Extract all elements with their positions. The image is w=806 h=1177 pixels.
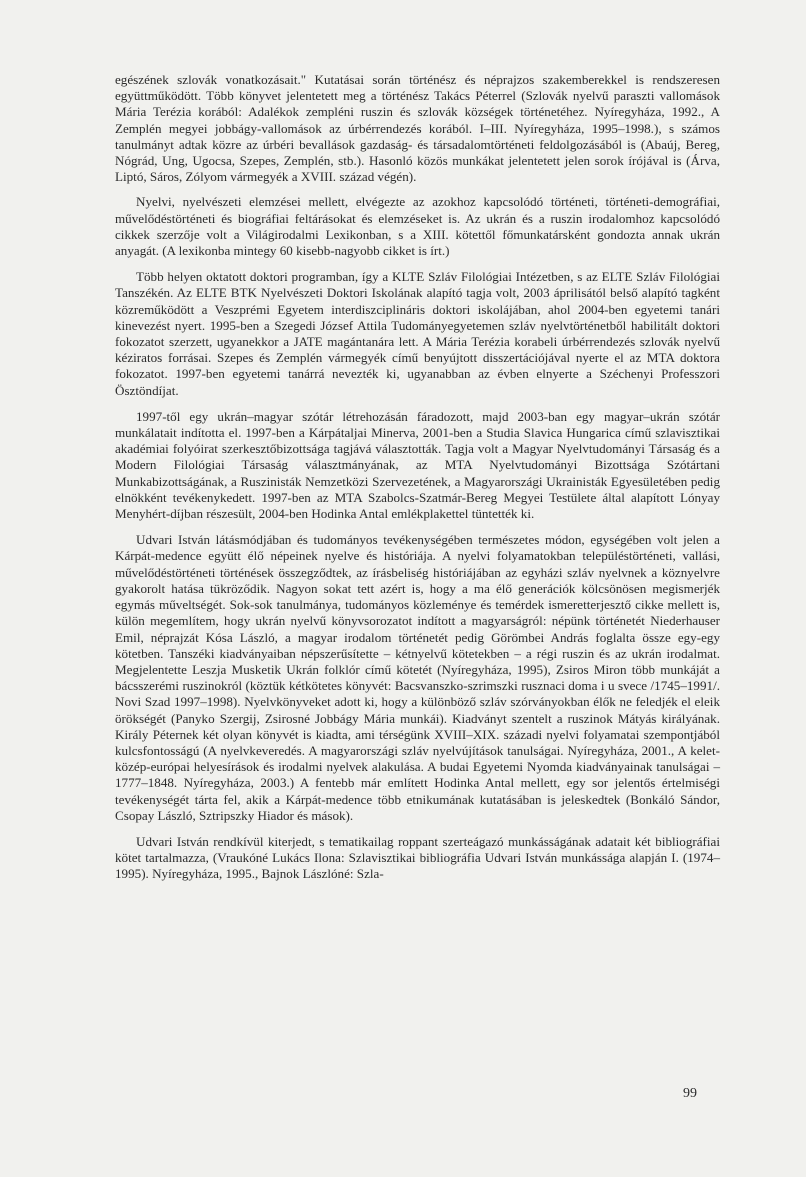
paragraph-1: egészének szlovák vonatkozásait." Kutatásai során történész és néprajzos szakemberekkel is rendszeresen együttműködött. Több könyvet jelentetett meg a történész Takács Péterrel (Szlovák nyelvű paraszti vallomások Mária Terézia korából: Adalékok zempléni ruszin és szlovák községek történetéhez. Nyíregyháza, 1992., A Zemplén megyei jobbágy-vallomások az úrbérrendezés korából. I–III. Nyíregyháza, 1995–1998.), s számos tanulmányt adtak közre az úrbéri bevallások gazdaság- és társadalomtörténeti feldolgozásából is (Abaúj, Bereg, Nógrád, Ung, Ugocsa, Szepes, Zemplén, stb.). Hasonló közös munkákat jelentetett jelen sorok írójával is (Árva, Liptó, Sáros, Zólyom vármegyék a XVIII. század végén).	[115, 72, 720, 185]
paragraph-6: Udvari István rendkívül kiterjedt, s tematikailag roppant szerteágazó munkásságának adatait két bibliográfiai kötet tartalmazza, (Vraukóné Lukács Ilona: Szlavisztikai bibliográfia Udvari István munkássága alapján I. (1974–1995). Nyíregyháza, 1995., Bajnok Lászlóné: Szla-	[115, 833, 720, 882]
body-text	[115, 72, 720, 883]
paragraph-4: 1997-től egy ukrán–magyar szótár létrehozásán fáradozott, majd 2003-ban egy magyar–ukrán szótár munkálatait indította el. 1997-ben a Kárpátaljai Minerva, 2001-ben a Studia Slavica Hungarica című szlavisztikai akadémiai folyóirat szerkesztőbizottsága tagjává választották. Tagja volt a Magyar Nyelvtudományi Társaság és a Modern Filológiai Társaság választmányának, az MTA Nyelvtudományi Bizottsága Szótártani Munkabizottságának, a Ruszinisták Nemzetközi Szervezetének, a Magyarországi Ukrainisták Egyesületében pedig elnökként tevékenykedett. 1997-ben az MTA Szabolcs-Szatmár-Bereg Megyei Testülete által alapított Lónyay Menyhért-díjban részesült, 2004-ben Hodinka Antal emlékplakettel tüntették ki.	[115, 408, 720, 522]
paragraph-3: Több helyen oktatott doktori programban, így a KLTE Szláv Filológiai Intézetben, s az ELTE Szláv Filológiai Tanszékén. Az ELTE BTK Nyelvészeti Doktori Iskolának alapító tagja volt, 2003 áprilisától belső alapító tagként közreműködött a Veszprémi Egyetem interdiszciplináris doktori iskolájában, ahol 2004-ben egyetemi tanári kinevezést nyert. 1995-ben a Szegedi József Attila Tudományegyetemen szláv nyelvtörténetből habilitált doktori fokozatot szerzett, ugyanekkor a JATE magántanára lett. A Mária Terézia korabeli úrbérrendezés szlovák nyelvű kéziratos forrásai. Szepes és Zemplén vármegyék című benyújtott disszertációjával nyerte el az MTA doktora fokozatot. 1997-ben egyetemi tanárrá nevezték ki, ugyanabban az évben elnyerte a Széchenyi Professzori Ösztöndíjat.	[115, 269, 720, 398]
paragraph-5: Udvari István látásmódjában és tudományos tevékenységében természetes módon, egységében volt jelen a Kárpát-medence együtt élő népeinek nyelve és históriája. A nyelvi folyamatokban településtörténeti, vallási, művelődéstörténeti történések összegződtek, az írásbeliség históriájában az egyházi szláv nyelvnek a köznyelvre gyakorolt hatása tükröződik. Nagyon sokat tett azért is, hogy a ma élő generációk kölcsönösen megismerjék egymás műveltségét. Sok-sok tanulmánya, tudományos közleménye és temérdek ismeretterjesztő cikke mellett is, külön megemlítem, hogy ukrán nyelvű könyvsorozatot indított a magyarságról: népünk történetét Niederhauser Emil, néprajzát Kósa László, a magyar irodalom történetét pedig Görömbei András foglalta össze egy-egy kötetben. Tanszéki kiadványaiban népszerűsítette – kétnyelvű kötetekben – a régi ruszin és az ukrán irodalmat. Megjelentette Leszja Musketik Ukrán folklór című kötetét (Nyíregyháza, 1995), Zsiros Miron több munkáját a bácsszerémi ruszinokról (köztük kétkötetes könyvét: Bacsvanszko-szrimszki rusznaci doma i u svece /1745–1991/. Novi Szad 1997–1998). Nyelvkönyveket adott ki, hogy a különböző szláv szórványokban élők ne feledjék el eleik örökségét (Panyko Szergij, Zsirosné Jobbágy Mária munkái). Kiadványt szentelt a ruszinok Mátyás királyának. Király Péternek két olyan könyvét is kiadta, ami térségünk XVIII–XIX. századi nyelvi folyamatai szempontjából kulcsfontosságú (A nyelvkeveredés. A magyarországi szláv nyelvújítások tanulságai. Nyíregyháza, 2001., A kelet-közép-európai helyesírások és irodalmi nyelvek alakulása. A budai Egyetemi Nyomda kiadványainak tanulságai – 1777–1848. Nyíregyháza, 2003.) A fentebb már említett Hodinka Antal mellett, egy sor jelentős értelmiségi tevékenységét tárta fel, akik a Kárpát-medence több etnikumának kutatásában is jeleskedtek (Bonkáló Sándor, Csopay László, Sztripszky Hiador és mások).	[115, 532, 720, 823]
paragraph-2: Nyelvi, nyelvészeti elemzései mellett, elvégezte az azokhoz kapcsolódó történeti, történeti-demográfiai, művelődéstörténeti és biográfiai feltárásokat és elemzéseket is. Az ukrán és a ruszin irodalomhoz kapcsolódó cikkek szerzője volt a Világirodalmi Lexikonban, s a XIII. kötettől főmunkatársként gondozta annak ukrán anyagát. (A lexikonba mintegy 60 kisebb-nagyobb cikket is írt.)	[115, 194, 720, 259]
page-number: 99	[683, 1086, 697, 1101]
